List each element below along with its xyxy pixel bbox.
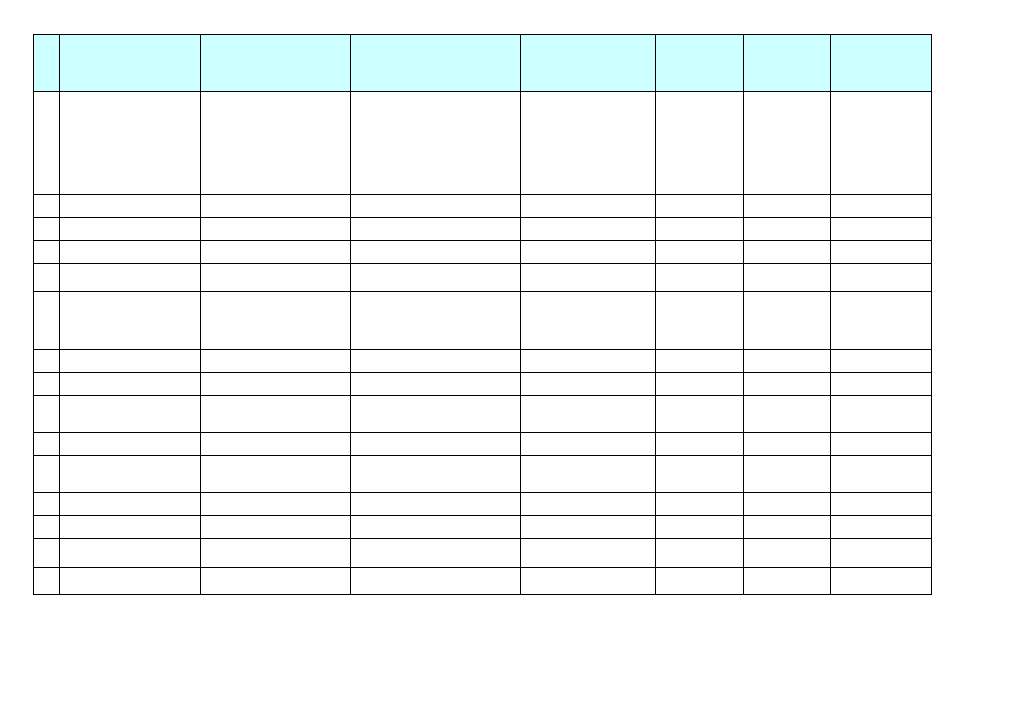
cell-dofinansowanie-szkola [744,396,831,433]
cell-adres [521,456,656,493]
cell-nr-wniosku [60,568,201,595]
table-row [34,218,932,241]
cell-dofinansowanie-szkola [744,195,831,218]
table-row [34,264,932,292]
cell-nr [34,218,60,241]
cell-adres [521,568,656,595]
cell-nr [34,433,60,456]
cell-decyzja [831,195,932,218]
cell-dofinansowanie-projekt [656,218,744,241]
cell-dofinansowanie-projekt [656,568,744,595]
cell-dofinansowanie-projekt [656,433,744,456]
cell-nr [34,195,60,218]
cell-adres [521,195,656,218]
cell-nr-wniosku [60,218,201,241]
cell-nr-wniosku [60,92,201,195]
header-decyzja [831,35,932,92]
cell-tytul-projektu [201,433,351,456]
cell-decyzja [831,433,932,456]
cell-nazwa-wnioskodawcy [351,568,521,595]
cell-adres [521,264,656,292]
cell-adres [521,373,656,396]
header-nr-wniosku [60,35,201,92]
cell-dofinansowanie-projekt [656,396,744,433]
cell-nr [34,292,60,350]
cell-nr [34,539,60,568]
header-nr [34,35,60,92]
cell-nazwa-wnioskodawcy [351,195,521,218]
table-row [34,433,932,456]
cell-dofinansowanie-projekt [656,241,744,264]
cell-nr-wniosku [60,373,201,396]
cell-nazwa-wnioskodawcy [351,396,521,433]
cell-dofinansowanie-projekt [656,264,744,292]
cell-dofinansowanie-projekt [656,539,744,568]
cell-nr-wniosku [60,493,201,516]
cell-nr-wniosku [60,456,201,493]
cell-adres [521,396,656,433]
cell-dofinansowanie-projekt [656,292,744,350]
cell-dofinansowanie-szkola [744,218,831,241]
cell-nazwa-wnioskodawcy [351,292,521,350]
cell-decyzja [831,456,932,493]
cell-decyzja [831,568,932,595]
cell-dofinansowanie-szkola [744,433,831,456]
cell-dofinansowanie-szkola [744,373,831,396]
cell-decyzja [831,264,932,292]
cell-decyzja [831,350,932,373]
cell-dofinansowanie-szkola [744,456,831,493]
cell-tytul-projektu [201,516,351,539]
cell-nazwa-wnioskodawcy [351,350,521,373]
cell-tytul-projektu [201,568,351,595]
cell-nr [34,516,60,539]
cell-decyzja [831,516,932,539]
cell-dofinansowanie-szkola [744,539,831,568]
header-tytul-projektu [201,35,351,92]
cell-nazwa-wnioskodawcy [351,218,521,241]
cell-nr [34,373,60,396]
header-nazwa-wnioskodawcy [351,35,521,92]
cell-dofinansowanie-szkola [744,241,831,264]
cell-nr-wniosku [60,516,201,539]
cell-tytul-projektu [201,373,351,396]
table-row [34,92,932,195]
table-row [34,396,932,433]
cell-nr [34,568,60,595]
cell-nazwa-wnioskodawcy [351,539,521,568]
cell-nr-wniosku [60,539,201,568]
cell-nazwa-wnioskodawcy [351,493,521,516]
cell-adres [521,350,656,373]
cell-tytul-projektu [201,241,351,264]
table-row [34,195,932,218]
table-row [34,241,932,264]
cell-dofinansowanie-projekt [656,195,744,218]
table-row [34,292,932,350]
cell-nazwa-wnioskodawcy [351,241,521,264]
cell-adres [521,292,656,350]
cell-adres [521,539,656,568]
cell-decyzja [831,218,932,241]
cell-dofinansowanie-szkola [744,568,831,595]
cell-tytul-projektu [201,456,351,493]
table-row [34,516,932,539]
cell-decyzja [831,92,932,195]
cell-dofinansowanie-szkola [744,264,831,292]
header-dofinansowanie-szkola [744,35,831,92]
cell-tytul-projektu [201,493,351,516]
grants-table [33,34,932,595]
table-row [34,373,932,396]
table-row [34,350,932,373]
header-dofinansowanie-projekt [656,35,744,92]
cell-nr [34,456,60,493]
cell-nazwa-wnioskodawcy [351,373,521,396]
cell-tytul-projektu [201,292,351,350]
cell-nazwa-wnioskodawcy [351,264,521,292]
cell-dofinansowanie-szkola [744,493,831,516]
cell-adres [521,92,656,195]
cell-adres [521,516,656,539]
cell-nazwa-wnioskodawcy [351,456,521,493]
cell-nr-wniosku [60,350,201,373]
cell-tytul-projektu [201,92,351,195]
cell-dofinansowanie-projekt [656,493,744,516]
cell-nazwa-wnioskodawcy [351,92,521,195]
cell-adres [521,433,656,456]
cell-decyzja [831,373,932,396]
cell-dofinansowanie-projekt [656,92,744,195]
cell-dofinansowanie-projekt [656,456,744,493]
cell-dofinansowanie-projekt [656,350,744,373]
cell-decyzja [831,292,932,350]
table-header-row [34,35,932,92]
cell-dofinansowanie-szkola [744,292,831,350]
cell-dofinansowanie-szkola [744,350,831,373]
cell-nr [34,396,60,433]
cell-adres [521,493,656,516]
cell-decyzja [831,241,932,264]
cell-tytul-projektu [201,539,351,568]
table-row [34,539,932,568]
cell-adres [521,218,656,241]
cell-nr-wniosku [60,292,201,350]
cell-nazwa-wnioskodawcy [351,433,521,456]
cell-dofinansowanie-szkola [744,516,831,539]
cell-decyzja [831,539,932,568]
table-row [34,568,932,595]
cell-decyzja [831,396,932,433]
table-row [34,493,932,516]
cell-nr-wniosku [60,195,201,218]
cell-nr [34,241,60,264]
cell-adres [521,241,656,264]
cell-nr [34,92,60,195]
cell-nr [34,264,60,292]
cell-dofinansowanie-projekt [656,373,744,396]
cell-nr-wniosku [60,433,201,456]
cell-decyzja [831,493,932,516]
cell-nr [34,350,60,373]
cell-tytul-projektu [201,195,351,218]
cell-tytul-projektu [201,264,351,292]
cell-tytul-projektu [201,218,351,241]
cell-nr-wniosku [60,396,201,433]
cell-nr [34,493,60,516]
cell-tytul-projektu [201,396,351,433]
cell-nr-wniosku [60,241,201,264]
cell-tytul-projektu [201,350,351,373]
cell-nazwa-wnioskodawcy [351,516,521,539]
table-row [34,456,932,493]
cell-dofinansowanie-projekt [656,516,744,539]
cell-dofinansowanie-szkola [744,92,831,195]
header-adres [521,35,656,92]
cell-nr-wniosku [60,264,201,292]
